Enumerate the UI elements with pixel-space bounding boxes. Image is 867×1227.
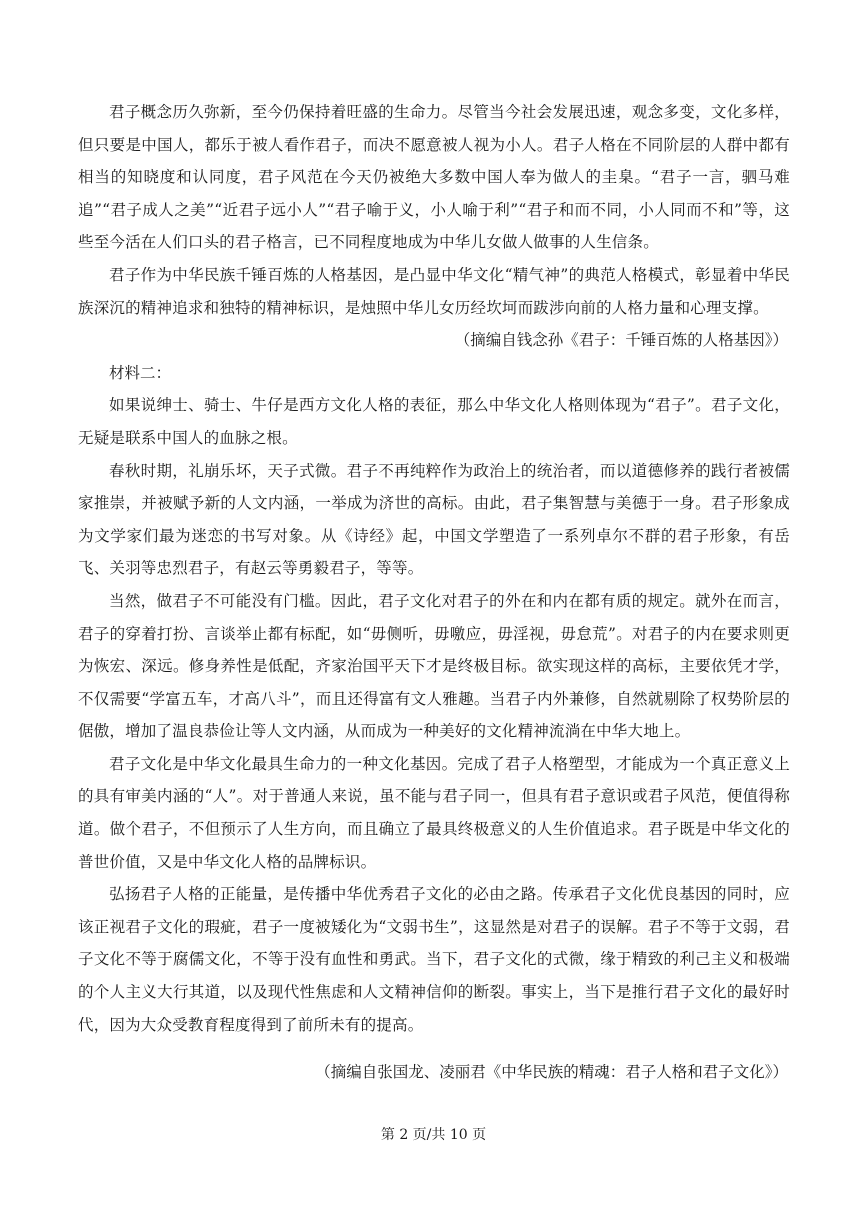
paragraph: 春秋时期，礼崩乐坏，天子式微。君子不再纯粹作为政治上的统治者，而以道德修养的践行者被儒家推崇，并被赋予新的人文内涵，一举成为济世的高标。由此，君子集智慧与美德于一身。君子形象成为文学家们最为迷恋的书写对象。从《诗经》起，中国文学塑造了一系列卓尔不群的君子形象，有岳飞、关羽等忠烈君子，有赵云等勇毅君子，等等。 — [78, 461, 790, 578]
source-citation: （摘编自钱念孙《君子：千锤百炼的人格基因》） — [454, 331, 788, 350]
page-number-footer: 第 2 页/共 10 页 — [380, 1127, 487, 1143]
material-two-section — [78, 357, 790, 1089]
material-one-section — [78, 96, 790, 357]
paragraph: 君子文化是中华文化最具生命力的一种文化基因。完成了君子人格塑型，才能成为一个真正意义上的具有审美内涵的“人”。对于普通人来说，虽不能与君子同一，但具有君子意识或君子风范，便值得称道。做个君子，不但预示了人生方向，而且确立了最具终极意义的人生价值追求。君子既是中华文化的普世价值，又是中华文化人格的品牌标识。 — [78, 754, 790, 871]
paragraph: 弘扬君子人格的正能量，是传播中华优秀君子文化的必由之路。传承君子文化优良基因的同时，应该正视君子文化的瑕疵，君子一度被矮化为“文弱书生”，这显然是对君子的误解。君子不等于文弱，君子文化不等于腐儒文化，不等于没有血性和勇武。当下，君子文化的式微，缘于精致的利己主义和极端的个人主义大行其道，以及现代性焦虑和人文精神信仰的断裂。事实上，当下是推行君子文化的最好时代，因为大众受教育程度得到了前所未有的提高。 — [78, 885, 790, 1034]
paragraph: 当然，做君子不可能没有门槛。因此，君子文化对君子的外在和内在都有质的规定。就外在而言，君子的穿着打扮、言谈举止都有标配，如“毋侧听，毋噭应，毋淫视，毋怠荒”。对君子的内在要求则更为恢宏、深远。修身养性是低配，齐家治国平天下才是终极目标。欲实现这样的高标，主要依凭才学，不仅需要“学富五车，才高八斗”，而且还得富有文人雅趣。当君子内外兼修，自然就剔除了权势阶层的倨傲，增加了温良恭俭让等人文内涵，从而成为一种美好的文化精神流淌在中华大地上。 — [78, 591, 790, 741]
paragraph: 君子作为中华民族千锤百炼的人格基因，是凸显中华文化“精气神”的典范人格模式，彰显着中华民族深沉的精神追求和独特的精神标识，是烛照中华儿女历经坎坷而跋涉向前的人格力量和心理支撑。 — [78, 265, 790, 317]
document-page — [78, 96, 790, 1089]
section-heading: 材料二： — [109, 363, 172, 382]
source-citation: （摘编自张国龙、凌丽君《中华民族的精魂：君子人格和君子文化》） — [315, 1063, 788, 1082]
paragraph: 如果说绅士、骑士、牛仔是西方文化人格的表征，那么中华文化人格则体现为“君子”。君子文化，无疑是联系中国人的血脉之根。 — [78, 396, 790, 447]
paragraph: 君子概念历久弥新，至今仍保持着旺盛的生命力。尽管当今社会发展迅速，观念多变，文化多样，但只要是中国人，都乐于被人看作君子，而决不愿意被人视为小人。君子人格在不同阶层的人群中都有相当的知晓度和认同度，君子风范在今天仍被绝大多数中国人奉为做人的圭臬。“君子一言，驷马难追”“君子成人之美”“近君子远小人”“君子喻于义，小人喻于利”“君子和而不同，小人同而不和”等，这些至今活在人们口头的君子格言，已不同程度地成为中华儿女做人做事的人生信条。 — [78, 103, 790, 252]
